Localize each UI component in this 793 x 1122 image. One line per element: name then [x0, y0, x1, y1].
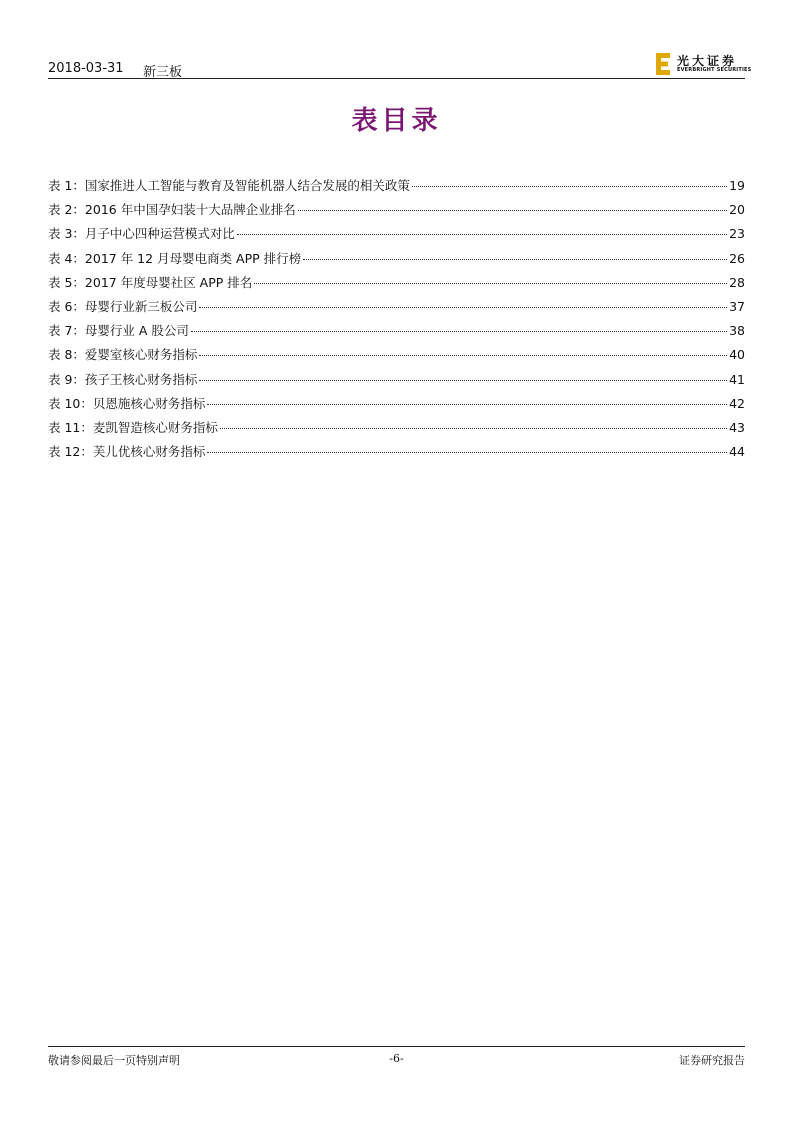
report-date: 2018-03-31: [48, 61, 124, 76]
footer-divider: [48, 1046, 745, 1047]
logo-english-name: EVERBRIGHT SECURITIES: [677, 67, 752, 73]
toc-entry[interactable]: [48, 176, 745, 200]
toc-entry-page[interactable]: 23: [729, 226, 745, 242]
toc-entry-page[interactable]: 40: [729, 347, 745, 363]
toc-entry-label[interactable]: 表 9：孩子王核心财务指标: [48, 371, 198, 387]
toc-entry[interactable]: [48, 370, 745, 394]
toc-entry-label[interactable]: 表 11：麦凯智造核心财务指标: [48, 419, 218, 435]
page-title: 表目录: [351, 106, 442, 136]
toc-entry-page[interactable]: 28: [729, 274, 745, 290]
logo-chinese-name: 光大证券: [677, 54, 738, 68]
toc-dot-leader: [199, 355, 727, 356]
toc-entry-page[interactable]: 43: [729, 419, 745, 435]
toc-dot-leader: [199, 380, 727, 381]
toc-entry-label[interactable]: 表 10：贝恩施核心财务指标: [48, 395, 206, 411]
toc-entry-label[interactable]: 表 8：爱婴室核心财务指标: [48, 347, 198, 363]
toc-dot-leader: [207, 452, 727, 453]
toc-entry-page[interactable]: 42: [729, 395, 745, 411]
table-of-contents: [48, 176, 745, 466]
toc-entry[interactable]: [48, 224, 745, 248]
toc-entry-page[interactable]: 20: [729, 202, 745, 218]
toc-dot-leader: [303, 259, 727, 260]
toc-dot-leader: [199, 307, 727, 308]
toc-entry[interactable]: [48, 200, 745, 224]
disclaimer-note: 敬请参阅最后一页特别声明: [48, 1054, 180, 1067]
toc-entry-page[interactable]: 37: [729, 298, 745, 314]
toc-entry-label[interactable]: 表 1：国家推进人工智能与教育及智能机器人结合发展的相关政策: [48, 178, 410, 193]
report-type: 证券研究报告: [679, 1054, 745, 1067]
everbright-logo: [655, 52, 752, 76]
toc-entry-page[interactable]: 38: [729, 323, 745, 339]
toc-dot-leader: [237, 234, 727, 235]
toc-entry-label[interactable]: 表 7：母婴行业 A 股公司: [48, 323, 189, 339]
toc-dot-leader: [412, 186, 727, 187]
toc-entry-label[interactable]: 表 12：芙儿优核心财务指标: [48, 444, 206, 460]
toc-entry[interactable]: [48, 273, 745, 297]
toc-entry[interactable]: [48, 249, 745, 273]
toc-dot-leader: [254, 283, 727, 284]
toc-dot-leader: [298, 210, 727, 211]
toc-entry-label[interactable]: 表 5：2017 年度母婴社区 APP 排名: [48, 274, 253, 290]
toc-dot-leader: [220, 428, 727, 429]
toc-entry-page[interactable]: 41: [729, 371, 745, 387]
toc-dot-leader: [191, 331, 727, 332]
page-header: [48, 52, 752, 80]
toc-entry-page[interactable]: 44: [729, 444, 745, 460]
everbright-logo-icon: [655, 53, 673, 75]
toc-entry[interactable]: [48, 418, 745, 442]
toc-entry-page[interactable]: 26: [729, 250, 745, 266]
toc-entry-label[interactable]: 表 4：2017 年 12 月母婴电商类 APP 排行榜: [48, 250, 302, 266]
toc-entry[interactable]: [48, 345, 745, 369]
toc-entry[interactable]: [48, 394, 745, 418]
page-footer: [48, 1046, 745, 1070]
header-divider: [48, 78, 745, 79]
toc-entry-page[interactable]: 19: [729, 178, 745, 193]
page-number: -6-: [389, 1052, 404, 1065]
toc-entry-label[interactable]: 表 3：月子中心四种运营模式对比: [48, 226, 235, 242]
toc-entry[interactable]: [48, 297, 745, 321]
toc-entry-label[interactable]: 表 6：母婴行业新三板公司: [48, 298, 198, 314]
toc-entry[interactable]: [48, 321, 745, 345]
toc-dot-leader: [207, 404, 727, 405]
toc-entry-label[interactable]: 表 2：2016 年中国孕妇装十大品牌企业排名: [48, 202, 296, 218]
market-board: 新三板: [143, 65, 183, 80]
toc-entry[interactable]: [48, 442, 745, 466]
